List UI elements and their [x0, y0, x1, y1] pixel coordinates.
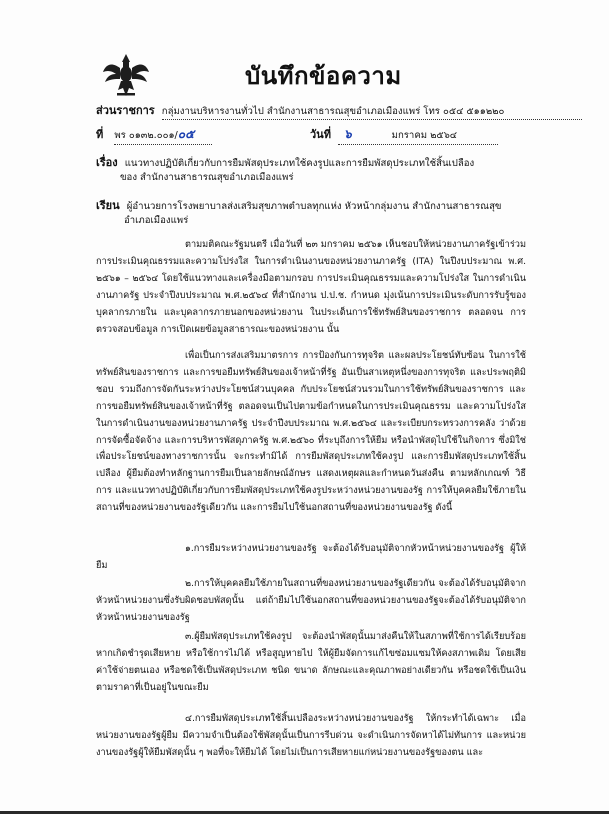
recipient-label: เรียน — [96, 199, 120, 212]
date-row — [310, 125, 498, 145]
body-paragraph-2: เพื่อเป็นการส่งเสริมมาตรการ การป้องกันการทุจริต และผลประโยชน์ทับซ้อน ในการใช้ทรัพย์สินของราชการ และการขอยืมทรัพย์สินของเจ้าหน้าที่รัฐ อันเป็นสาเหตุหนึ่งของการทุจริต และประพฤติมิชอบ รวมถึงการจัดกันระหว่างประโยชน์ส่วนบุคคล กับประโยชน์ส่วนรวมในการใช้ทรัพย์สินของราชการ และการขอยืมทรัพย์สินของเจ้าหน้าที่รัฐ ตลอดจนเป็นไปตามข้อกำหนดในการประเมินคุณธรรม และความโปร่งใส ในการดำเนินงานของหน่วยงานภาครัฐ ประจำปีงบประมาณ พ.ศ.๒๕๖๔ และระเบียบกระทรวงการคลัง ว่าด้วยการจัดซื้อจัดจ้าง และการบริหารพัสดุภาครัฐ พ.ศ.๒๕๖๐ ที่ระบุถึงการให้ยืม หรือนำพัสดุไปใช้ในกิจการ ซึ่งมิใช่เพื่อประโยชน์ของทางราชการนั้น จะกระทำมิได้ การยืมพัสดุประเภทใช้คงรูป และการยืมพัสดุประเภทใช้สิ้นเปลือง ผู้ยืมต้องทำหลักฐานการยืมเป็นลายลักษณ์อักษร แสดงเหตุผลและกำหนดวันส่งคืน ตามหลักเกณฑ์ วิธีการ และแนวทางปฏิบัติเกี่ยวกับการยืมพัสดุประเภทใช้คงรูประหว่างหน่วยงานของรัฐ การให้บุคคลยืมใช้ภายในสถานที่ของหน่วยงานของรัฐเดียวกัน และการยืมไปใช้นอกสถานที่ของหน่วยงานของรัฐ ดังนี้ — [96, 350, 526, 514]
body-paragraph-item-3: ๓.ผู้ยืมพัสดุประเภทใช้คงรูป จะต้องนำพัสดุนั้นมาส่งคืนให้ในสภาพที่ใช้การได้เรียบร้อย หากเกิดชำรุดเสียหาย หรือใช้การไม่ได้ หรือสูญหายไป ให้ผู้ยืมจัดการแก้ไขซ่อมแซมให้คงสภาพเดิม โดยเสียค่าใช้จ่ายตนเอง หรือชดใช้เป็นพัสดุประเภท ชนิด ขนาด ลักษณะและคุณภาพอย่างเดียวกัน หรือชดใช้เป็นเงินตามราคาที่เป็นอยู่ในขณะยืม — [96, 631, 526, 693]
reference-handwritten: ๐๕ — [177, 127, 195, 141]
body-paragraph-1: ตามมติคณะรัฐมนตรี เมื่อวันที่ ๒๓ มกราคม ๒๕๖๑ เห็นชอบให้หน่วยงานภาครัฐเข้าร่วมการประเมินคุณธรรมและความโปร่งใส ในการดำเนินงานของหน่วยงานภาครัฐ (ITA) ในปีงบประมาณ พ.ศ. ๒๕๖๑ – ๒๕๖๔ โดยใช้แนวทางและเครื่องมือตามกรอบ การประเมินคุณธรรมและความโปร่งใส ในการดำเนินงานภาครัฐ ประจำปีงบประมาณ พ.ศ.๒๕๖๔ ที่สำนักงาน ป.ป.ช. กำหนด มุ่งเน้นการประเมินระดับการรับรู้ของบุคลากรภายใน และบุคลากรภายนอกของหน่วยงาน ในประเด็นการใช้ทรัพย์สินของราชการ ตลอดจน การตรวจสอบข้อมูล การเปิดเผยข้อมูลสาธารณะของหน่วยงาน นั้น — [96, 239, 526, 335]
body-paragraph-item-1: ๑.การยืมระหว่างหน่วยงานของรัฐ จะต้องได้รับอนุมัติจากหัวหน้าหน่วยงานของรัฐ ผู้ให้ยืม — [96, 543, 526, 571]
agency-row — [96, 101, 582, 120]
reference-number: พร ๐๑๓๒.๐๐๑/ — [114, 130, 178, 141]
agency-value: กลุ่มงานบริหารงานทั่วไป สำนักงานสาธารณสุขอำเภอเมืองแพร่ โทร ๐๕๔ ๕๑๑๒๒๐ — [162, 104, 582, 120]
date-day-handwritten: ๖ — [344, 127, 352, 141]
reference-row — [96, 125, 212, 145]
agency-label: ส่วนราชการ — [96, 104, 155, 117]
date-label: วันที่ — [310, 128, 331, 141]
recipient-row — [96, 196, 502, 214]
date-month-year: มกราคม ๒๕๖๔ — [391, 130, 458, 141]
subject-row — [96, 153, 474, 171]
body-paragraph-item-4: ๔.การยืมพัสดุประเภทใช้สิ้นเปลืองระหว่างหน่วยงานของรัฐ ให้กระทำได้เฉพาะ เมื่อหน่วยงานของรัฐผู้ยืม มีความจำเป็นต้องใช้พัสดุนั้นเป็นการรีบด่วน จะดำเนินการจัดหาได้ไม่ทันการ และหน่วยงานของรัฐผู้ให้ยืมพัสดุนั้น ๆ พอที่จะให้ยืมได้ โดยไม่เป็นการเสียหายแก่หน่วยงานของรัฐของตน และ — [96, 713, 526, 758]
body-paragraph-item-2: ๒.การให้บุคคลยืมใช้ภายในสถานที่ของหน่วยงานของรัฐเดียวกัน จะต้องได้รับอนุมัติจากหัวหน้าหน่วยงานซึ่งรับผิดชอบพัสดุนั้น แต่ถ้ายืมไปใช้นอกสถานที่ของหน่วยงานของรัฐจะต้องได้รับอนุมัติจากหัวหน้าหน่วยงานของรัฐ — [96, 578, 526, 623]
reference-label: ที่ — [96, 128, 104, 141]
date-field — [338, 125, 498, 145]
recipient-line-1: ผู้อำนวยการโรงพยาบาลส่งเสริมสุขภาพตำบลทุกแห่ง หัวหน้ากลุ่มงาน สำนักงานสาธารณสุข — [126, 201, 502, 212]
subject-line-2: ของ สำนักงานสาธารณสุขอำเภอเมืองแพร่ — [120, 172, 294, 183]
memo-title: บันทึกข้อความ — [245, 62, 402, 90]
recipient-line-2: อำเภอเมืองแพร่ — [124, 215, 189, 226]
reference-field — [114, 125, 212, 145]
garuda-emblem-icon — [102, 52, 150, 98]
subject-label: เรื่อง — [96, 156, 118, 169]
subject-line-1: แนวทางปฏิบัติเกี่ยวกับการยืมพัสดุประเภทใช้คงรูปและการยืมพัสดุประเภทใช้สิ้นเปลือง — [124, 158, 475, 169]
